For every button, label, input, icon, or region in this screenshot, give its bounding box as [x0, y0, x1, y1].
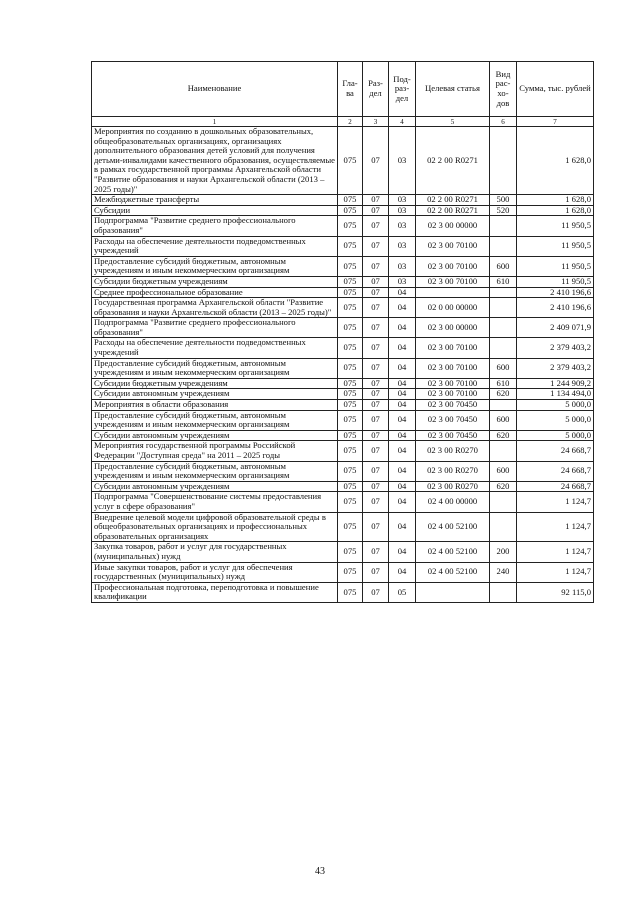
row-sum-cell: 11 950,5 [517, 236, 594, 256]
row-razdel-cell: 07 [363, 287, 389, 298]
row-sum-cell: 1 124,7 [517, 562, 594, 582]
table-row [92, 195, 594, 206]
row-razdel-cell: 07 [363, 441, 389, 461]
row-podrazdel-cell: 04 [389, 318, 416, 338]
row-razdel-cell: 07 [363, 562, 389, 582]
row-glava-cell: 075 [338, 318, 363, 338]
row-razdel-cell: 07 [363, 195, 389, 206]
table-row [92, 410, 594, 430]
row-vid-cell: 620 [490, 481, 517, 492]
table-row [92, 378, 594, 389]
table-row [92, 582, 594, 602]
row-target-cell: 02 0 00 00000 [416, 298, 490, 318]
row-name-cell: Внедрение целевой модели цифровой образовательной среды в общеобразовательных организациях и профессиональных образовательных организациях [92, 512, 338, 542]
row-vid-cell [490, 441, 517, 461]
table-row [92, 298, 594, 318]
table-row [92, 562, 594, 582]
row-name-cell: Подпрограмма "Развитие среднего профессионального образования" [92, 318, 338, 338]
row-sum-cell: 11 950,5 [517, 256, 594, 276]
row-name-cell: Предоставление субсидий бюджетным, автономным учреждениям и иным некоммерческим организациям [92, 461, 338, 481]
table-row [92, 441, 594, 461]
row-glava-cell: 075 [338, 562, 363, 582]
row-glava-cell: 075 [338, 287, 363, 298]
row-vid-cell [490, 400, 517, 411]
budget-table [91, 61, 594, 603]
row-sum-cell: 1 124,7 [517, 512, 594, 542]
row-sum-cell: 5 000,0 [517, 430, 594, 441]
row-podrazdel-cell: 04 [389, 389, 416, 400]
row-razdel-cell: 07 [363, 338, 389, 358]
row-glava-cell: 075 [338, 542, 363, 562]
row-vid-cell: 240 [490, 562, 517, 582]
row-glava-cell: 075 [338, 512, 363, 542]
table-row [92, 256, 594, 276]
row-glava-cell: 075 [338, 338, 363, 358]
row-razdel-cell: 07 [363, 512, 389, 542]
row-vid-cell: 200 [490, 542, 517, 562]
row-target-cell: 02 3 00 70450 [416, 400, 490, 411]
row-podrazdel-cell: 03 [389, 195, 416, 206]
row-glava-cell: 075 [338, 582, 363, 602]
row-podrazdel-cell: 03 [389, 216, 416, 236]
row-vid-cell: 620 [490, 430, 517, 441]
row-razdel-cell: 07 [363, 358, 389, 378]
row-name-cell: Субсидии автономным учреждениям [92, 389, 338, 400]
row-razdel-cell: 07 [363, 400, 389, 411]
row-name-cell: Подпрограмма "Совершенствование системы предоставления услуг в сфере образования" [92, 492, 338, 512]
row-podrazdel-cell: 04 [389, 461, 416, 481]
row-razdel-cell: 07 [363, 127, 389, 195]
row-target-cell: 02 3 00 70100 [416, 256, 490, 276]
row-razdel-cell: 07 [363, 378, 389, 389]
row-sum-cell: 2 410 196,6 [517, 287, 594, 298]
row-vid-cell [490, 492, 517, 512]
row-name-cell: Профессиональная подготовка, переподготовка и повышение квалификации [92, 582, 338, 602]
row-sum-cell: 24 668,7 [517, 481, 594, 492]
row-podrazdel-cell: 04 [389, 298, 416, 318]
table-row [92, 542, 594, 562]
row-name-cell: Мероприятия по созданию в дошкольных образовательных, общеобразовательных организациях, организациях дополнительного образования детей условий для получения детьми-инвалидами качественного образования, осуществляемые в рамках государственной программы Архангельской области "Развитие образования и науки Архангельской области (2013 – 2025 годы)" [92, 127, 338, 195]
row-name-cell: Закупка товаров, работ и услуг для государственных (муниципальных) нужд [92, 542, 338, 562]
row-razdel-cell: 07 [363, 461, 389, 481]
header-sum: Сумма, тыс. рублей [517, 62, 594, 117]
row-glava-cell: 075 [338, 205, 363, 216]
row-name-cell: Субсидии автономным учреждениям [92, 481, 338, 492]
row-sum-cell: 2 379 403,2 [517, 338, 594, 358]
row-glava-cell: 075 [338, 389, 363, 400]
row-target-cell: 02 3 00 00000 [416, 318, 490, 338]
row-name-cell: Мероприятия в области образования [92, 400, 338, 411]
header-vid: Вид рас-хо-дов [490, 62, 517, 117]
row-name-cell: Субсидии бюджетным учреждениям [92, 378, 338, 389]
row-vid-cell [490, 338, 517, 358]
table-row [92, 236, 594, 256]
row-podrazdel-cell: 03 [389, 276, 416, 287]
row-glava-cell: 075 [338, 216, 363, 236]
row-sum-cell: 1 628,0 [517, 127, 594, 195]
row-target-cell: 02 3 00 70100 [416, 338, 490, 358]
header-target: Целевая статья [416, 62, 490, 117]
row-podrazdel-cell: 04 [389, 358, 416, 378]
row-target-cell: 02 3 00 70100 [416, 236, 490, 256]
row-razdel-cell: 07 [363, 430, 389, 441]
column-number: 3 [363, 117, 389, 127]
row-podrazdel-cell: 03 [389, 127, 416, 195]
row-glava-cell: 075 [338, 441, 363, 461]
row-sum-cell: 1 124,7 [517, 492, 594, 512]
row-name-cell: Межбюджетные трансферты [92, 195, 338, 206]
row-name-cell: Государственная программа Архангельской области "Развитие образования и науки Архангельской области (2013 – 2025 годы)" [92, 298, 338, 318]
row-podrazdel-cell: 04 [389, 492, 416, 512]
row-sum-cell: 11 950,5 [517, 276, 594, 287]
row-razdel-cell: 07 [363, 276, 389, 287]
row-sum-cell: 1 628,0 [517, 195, 594, 206]
row-vid-cell: 610 [490, 276, 517, 287]
header-row [92, 62, 594, 117]
row-vid-cell: 600 [490, 256, 517, 276]
row-name-cell: Среднее профессиональное образование [92, 287, 338, 298]
header-razdel: Раз-дел [363, 62, 389, 117]
table-row [92, 430, 594, 441]
row-glava-cell: 075 [338, 276, 363, 287]
table-row [92, 481, 594, 492]
row-sum-cell: 1 134 494,0 [517, 389, 594, 400]
row-podrazdel-cell: 04 [389, 338, 416, 358]
row-razdel-cell: 07 [363, 542, 389, 562]
row-vid-cell: 600 [490, 358, 517, 378]
column-number: 4 [389, 117, 416, 127]
table-row [92, 492, 594, 512]
row-podrazdel-cell: 05 [389, 582, 416, 602]
row-vid-cell: 600 [490, 410, 517, 430]
row-vid-cell [490, 582, 517, 602]
row-target-cell [416, 287, 490, 298]
row-name-cell: Субсидии [92, 205, 338, 216]
row-glava-cell: 075 [338, 256, 363, 276]
table-row [92, 338, 594, 358]
row-target-cell: 02 3 00 70450 [416, 410, 490, 430]
row-razdel-cell: 07 [363, 481, 389, 492]
row-target-cell: 02 3 00 70100 [416, 378, 490, 389]
row-vid-cell: 600 [490, 461, 517, 481]
row-sum-cell: 5 000,0 [517, 400, 594, 411]
row-target-cell: 02 3 00 70100 [416, 358, 490, 378]
row-podrazdel-cell: 03 [389, 236, 416, 256]
row-sum-cell: 92 115,0 [517, 582, 594, 602]
row-vid-cell: 520 [490, 205, 517, 216]
row-razdel-cell: 07 [363, 205, 389, 216]
row-target-cell: 02 3 00 R0270 [416, 461, 490, 481]
row-name-cell: Предоставление субсидий бюджетным, автономным учреждениям и иным некоммерческим организациям [92, 358, 338, 378]
row-vid-cell [490, 127, 517, 195]
row-vid-cell: 620 [490, 389, 517, 400]
table-row [92, 205, 594, 216]
row-podrazdel-cell: 04 [389, 481, 416, 492]
table-row [92, 461, 594, 481]
row-sum-cell: 2 409 071,9 [517, 318, 594, 338]
table-row [92, 127, 594, 195]
row-name-cell: Субсидии автономным учреждениям [92, 430, 338, 441]
table-row [92, 287, 594, 298]
header-glava: Гла-ва [338, 62, 363, 117]
row-podrazdel-cell: 04 [389, 410, 416, 430]
column-number: 5 [416, 117, 490, 127]
row-target-cell: 02 3 00 70100 [416, 276, 490, 287]
row-sum-cell: 1 244 909,2 [517, 378, 594, 389]
column-number: 2 [338, 117, 363, 127]
row-glava-cell: 075 [338, 492, 363, 512]
row-glava-cell: 075 [338, 430, 363, 441]
row-sum-cell: 1 628,0 [517, 205, 594, 216]
row-glava-cell: 075 [338, 298, 363, 318]
table-row [92, 276, 594, 287]
column-number: 1 [92, 117, 338, 127]
row-vid-cell [490, 236, 517, 256]
row-target-cell: 02 2 00 R0271 [416, 195, 490, 206]
row-razdel-cell: 07 [363, 389, 389, 400]
column-number-row [92, 117, 594, 127]
table-row [92, 216, 594, 236]
table-row [92, 512, 594, 542]
table-row [92, 389, 594, 400]
row-razdel-cell: 07 [363, 256, 389, 276]
row-target-cell: 02 4 00 52100 [416, 562, 490, 582]
row-name-cell: Предоставление субсидий бюджетным, автономным учреждениям и иным некоммерческим организациям [92, 410, 338, 430]
row-name-cell: Предоставление субсидий бюджетным, автономным учреждениям и иным некоммерческим организациям [92, 256, 338, 276]
row-glava-cell: 075 [338, 358, 363, 378]
row-vid-cell [490, 287, 517, 298]
row-target-cell: 02 3 00 70100 [416, 389, 490, 400]
row-name-cell: Иные закупки товаров, работ и услуг для обеспечения государственных (муниципальных) нужд [92, 562, 338, 582]
row-glava-cell: 075 [338, 481, 363, 492]
row-podrazdel-cell: 04 [389, 441, 416, 461]
row-vid-cell [490, 318, 517, 338]
row-podrazdel-cell: 04 [389, 378, 416, 389]
row-target-cell: 02 3 00 R0270 [416, 441, 490, 461]
table-row [92, 400, 594, 411]
row-target-cell: 02 3 00 70450 [416, 430, 490, 441]
row-razdel-cell: 07 [363, 410, 389, 430]
column-number: 7 [517, 117, 594, 127]
row-vid-cell: 500 [490, 195, 517, 206]
row-name-cell: Расходы на обеспечение деятельности подведомственных учреждений [92, 236, 338, 256]
row-target-cell: 02 4 00 52100 [416, 542, 490, 562]
row-vid-cell: 610 [490, 378, 517, 389]
table-row [92, 318, 594, 338]
row-podrazdel-cell: 03 [389, 256, 416, 276]
row-vid-cell [490, 216, 517, 236]
row-sum-cell: 5 000,0 [517, 410, 594, 430]
row-razdel-cell: 07 [363, 298, 389, 318]
row-target-cell [416, 582, 490, 602]
row-glava-cell: 075 [338, 378, 363, 389]
table-body [92, 127, 594, 603]
row-name-cell: Субсидии бюджетным учреждениям [92, 276, 338, 287]
row-glava-cell: 075 [338, 127, 363, 195]
row-razdel-cell: 07 [363, 582, 389, 602]
row-podrazdel-cell: 03 [389, 205, 416, 216]
row-glava-cell: 075 [338, 195, 363, 206]
row-podrazdel-cell: 04 [389, 430, 416, 441]
row-target-cell: 02 3 00 R0270 [416, 481, 490, 492]
row-podrazdel-cell: 04 [389, 542, 416, 562]
row-target-cell: 02 4 00 52100 [416, 512, 490, 542]
column-number: 6 [490, 117, 517, 127]
row-sum-cell: 11 950,5 [517, 216, 594, 236]
header-podrazdel: Под-раз-дел [389, 62, 416, 117]
row-glava-cell: 075 [338, 461, 363, 481]
row-sum-cell: 1 124,7 [517, 542, 594, 562]
row-razdel-cell: 07 [363, 318, 389, 338]
row-sum-cell: 2 379 403,2 [517, 358, 594, 378]
row-target-cell: 02 4 00 00000 [416, 492, 490, 512]
header-name: Наименование [92, 62, 338, 117]
row-glava-cell: 075 [338, 410, 363, 430]
row-razdel-cell: 07 [363, 492, 389, 512]
row-razdel-cell: 07 [363, 216, 389, 236]
row-podrazdel-cell: 04 [389, 400, 416, 411]
row-target-cell: 02 2 00 R0271 [416, 205, 490, 216]
row-name-cell: Мероприятия государственной программы Российской Федерации "Доступная среда" на 2011 – 2025 годы [92, 441, 338, 461]
row-podrazdel-cell: 04 [389, 512, 416, 542]
row-target-cell: 02 3 00 00000 [416, 216, 490, 236]
row-sum-cell: 24 668,7 [517, 461, 594, 481]
row-podrazdel-cell: 04 [389, 562, 416, 582]
row-name-cell: Подпрограмма "Развитие среднего профессионального образования" [92, 216, 338, 236]
row-vid-cell [490, 512, 517, 542]
row-glava-cell: 075 [338, 400, 363, 411]
row-name-cell: Расходы на обеспечение деятельности подведомственных учреждений [92, 338, 338, 358]
row-podrazdel-cell: 04 [389, 287, 416, 298]
row-glava-cell: 075 [338, 236, 363, 256]
page-number: 43 [315, 866, 325, 877]
table-row [92, 358, 594, 378]
row-razdel-cell: 07 [363, 236, 389, 256]
row-sum-cell: 24 668,7 [517, 441, 594, 461]
row-vid-cell [490, 298, 517, 318]
row-target-cell: 02 2 00 R0271 [416, 127, 490, 195]
row-sum-cell: 2 410 196,6 [517, 298, 594, 318]
